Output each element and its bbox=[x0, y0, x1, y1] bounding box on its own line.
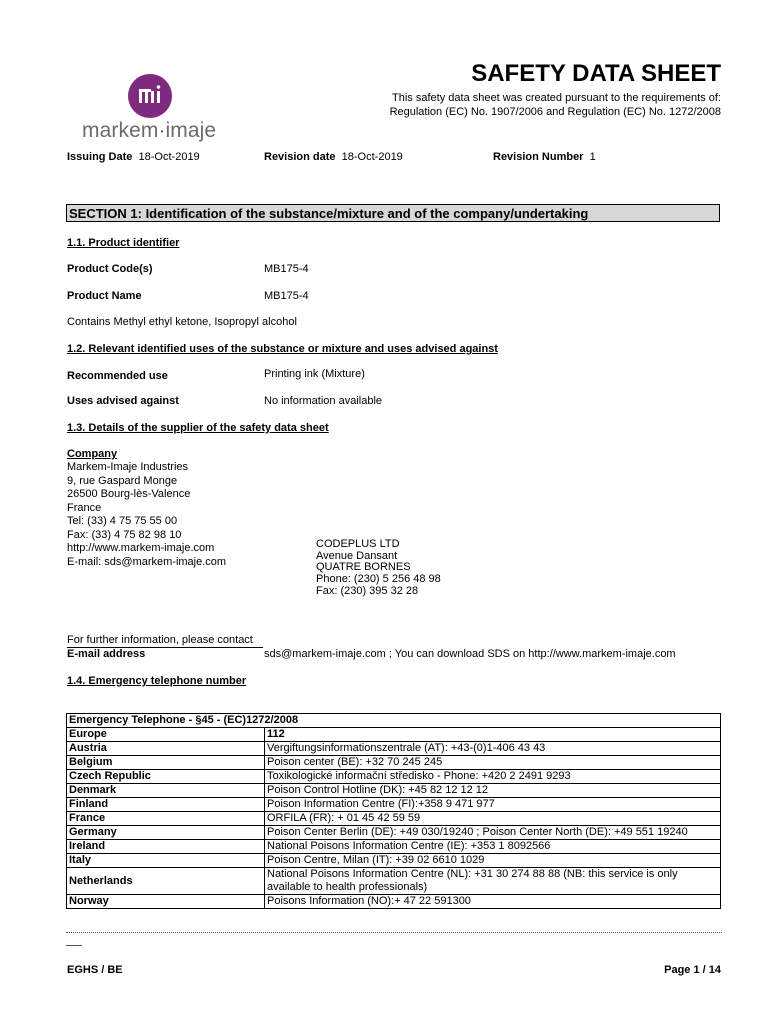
company-line: France bbox=[67, 501, 102, 514]
table-row bbox=[67, 840, 721, 854]
phone-cell: Poison Centre, Milan (IT): +39 02 6610 1029 bbox=[265, 854, 721, 868]
table-row bbox=[67, 798, 721, 812]
regulation-line-1: This safety data sheet was created pursuant to the requirements of: bbox=[392, 92, 721, 104]
company-website[interactable]: http://www.markem-imaje.com bbox=[67, 542, 215, 554]
revision-date-value: 18-Oct-2019 bbox=[341, 151, 403, 163]
company-line: 9, rue Gaspard Monge bbox=[67, 474, 178, 487]
email-address-label: E-mail address bbox=[67, 648, 146, 660]
company-line: 26500 Bourg-lès-Valence bbox=[67, 488, 191, 500]
company-line: Markem-Imaje Industries bbox=[67, 461, 189, 473]
company-line: Fax: (33) 4 75 82 98 10 bbox=[67, 528, 182, 541]
email-address-value[interactable]: sds@markem-imaje.com ; You can download SDS on http://www.markem-imaje.com bbox=[264, 648, 676, 660]
country-cell: Italy bbox=[67, 854, 265, 868]
distributor-address bbox=[316, 539, 441, 598]
distributor-line: QUATRE BORNES bbox=[316, 561, 411, 574]
phone-cell: Poison Control Hotline (DK): +45 82 12 12 12 bbox=[265, 784, 721, 798]
distributor-line: CODEPLUS LTD bbox=[316, 538, 400, 550]
section-1-title: SECTION 1: Identification of the substance/mixture and of the company/undertaking bbox=[69, 206, 589, 221]
issuing-date-value: 18-Oct-2019 bbox=[138, 151, 200, 163]
country-cell: Germany bbox=[67, 826, 265, 840]
table-row bbox=[67, 728, 721, 742]
country-cell: Belgium bbox=[67, 756, 265, 770]
document-title: SAFETY DATA SHEET bbox=[471, 60, 721, 87]
footer-divider bbox=[66, 932, 722, 933]
phone-cell: Poison center (BE): +32 70 245 245 bbox=[265, 756, 721, 770]
issuing-date bbox=[67, 151, 200, 163]
phone-cell: National Poisons Information Centre (NL): +31 30 274 88 88 (NB: this service is only available to health professionals) bbox=[265, 868, 721, 895]
logo-mark-icon bbox=[128, 74, 172, 118]
product-code-label: Product Code(s) bbox=[67, 263, 153, 275]
table-row bbox=[67, 756, 721, 770]
product-code-value: MB175-4 bbox=[264, 263, 309, 275]
revision-date-label: Revision date bbox=[264, 151, 336, 163]
emergency-telephone-table bbox=[66, 713, 721, 909]
revision-number bbox=[493, 151, 596, 163]
uses-advised-against-label: Uses advised against bbox=[67, 395, 179, 407]
country-cell: Austria bbox=[67, 742, 265, 756]
product-name-label: Product Name bbox=[67, 290, 142, 302]
issuing-date-label: Issuing Date bbox=[67, 151, 133, 163]
page-number: Page 1 / 14 bbox=[664, 964, 721, 976]
footer-format: EGHS / BE bbox=[67, 964, 123, 976]
table-header: Emergency Telephone - §45 - (EC)1272/2008 bbox=[67, 714, 721, 728]
company-email[interactable]: E-mail: sds@markem-imaje.com bbox=[67, 555, 227, 568]
revision-date bbox=[264, 151, 403, 163]
regulation-line-2: Regulation (EC) No. 1907/2006 and Regulation (EC) No. 1272/2008 bbox=[389, 106, 721, 118]
recommended-use-value: Printing ink (Mixture) bbox=[264, 368, 365, 380]
subsection-1-4-heading: 1.4. Emergency telephone number bbox=[67, 675, 247, 687]
table-row bbox=[67, 895, 721, 909]
country-cell: Denmark bbox=[67, 784, 265, 798]
phone-cell: Poisons Information (NO):+ 47 22 591300 bbox=[265, 895, 721, 909]
subsection-1-1-heading: 1.1. Product identifier bbox=[67, 237, 180, 249]
company-logo bbox=[128, 74, 172, 118]
phone-cell: Toxikologické informační středisko - Phone: +420 2 2491 9293 bbox=[265, 770, 721, 784]
subsection-1-3-heading: 1.3. Details of the supplier of the safety data sheet bbox=[67, 422, 329, 434]
country-cell: Norway bbox=[67, 895, 265, 909]
table-row bbox=[67, 812, 721, 826]
recommended-use-label: Recommended use bbox=[67, 370, 168, 382]
table-row bbox=[67, 868, 721, 895]
country-cell: Europe bbox=[67, 728, 265, 742]
phone-cell: ORFILA (FR): + 01 45 42 59 59 bbox=[265, 812, 721, 826]
country-cell: Netherlands bbox=[67, 868, 265, 895]
revision-number-label: Revision Number bbox=[493, 151, 584, 163]
revision-number-value: 1 bbox=[589, 151, 596, 163]
phone-cell: Poison Information Centre (FI):+358 9 471 977 bbox=[265, 798, 721, 812]
product-name-value: MB175-4 bbox=[264, 290, 309, 302]
table-row bbox=[67, 770, 721, 784]
table-row bbox=[67, 742, 721, 756]
phone-cell: Vergiftungsinformationszentrale (AT): +43-(0)1-406 43 43 bbox=[265, 742, 721, 756]
logo-text: markem·imaje bbox=[82, 119, 217, 142]
table-header-row bbox=[67, 714, 721, 728]
footer-dash bbox=[66, 945, 82, 946]
distributor-line: Phone: (230) 5 256 48 98 bbox=[316, 573, 441, 586]
contains-text: Contains Methyl ethyl ketone, Isopropyl alcohol bbox=[67, 316, 297, 328]
further-info-text: For further information, please contact bbox=[67, 634, 263, 648]
table-row bbox=[67, 826, 721, 840]
distributor-line: Avenue Dansant bbox=[316, 549, 398, 562]
company-address bbox=[67, 461, 226, 569]
uses-advised-against-value: No information available bbox=[264, 395, 383, 407]
distributor-line: Fax: (230) 395 32 28 bbox=[316, 584, 419, 597]
table-row bbox=[67, 784, 721, 798]
company-label: Company bbox=[67, 448, 118, 460]
phone-cell: 112 bbox=[265, 728, 721, 742]
table-row bbox=[67, 854, 721, 868]
subsection-1-2-heading: 1.2. Relevant identified uses of the substance or mixture and uses advised against bbox=[67, 343, 498, 355]
phone-cell: National Poisons Information Centre (IE): +353 1 8092566 bbox=[265, 840, 721, 854]
country-cell: France bbox=[67, 812, 265, 826]
section-1-header bbox=[66, 204, 720, 222]
phone-cell: Poison Center Berlin (DE): +49 030/19240 ; Poison Center North (DE): +49 551 19240 bbox=[265, 826, 721, 840]
country-cell: Finland bbox=[67, 798, 265, 812]
company-line: Tel: (33) 4 75 75 55 00 bbox=[67, 515, 178, 527]
country-cell: Ireland bbox=[67, 840, 265, 854]
country-cell: Czech Republic bbox=[67, 770, 265, 784]
